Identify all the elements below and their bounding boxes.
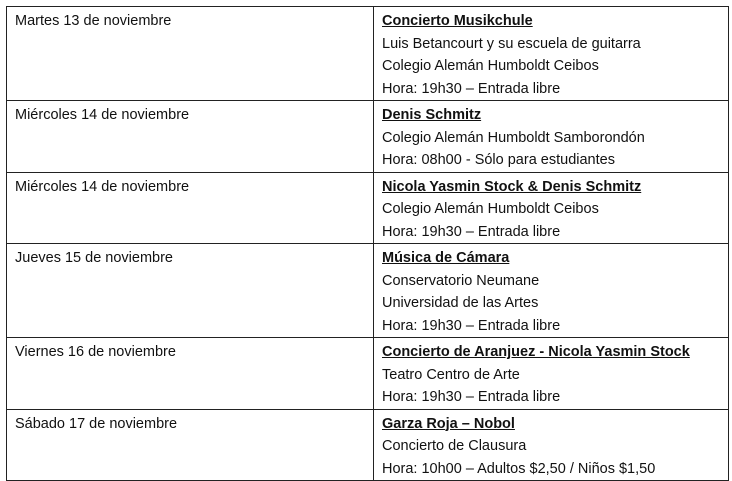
- event-date: Jueves 15 de noviembre: [15, 250, 173, 266]
- event-time: Hora: 19h30 – Entrada libre: [382, 80, 561, 97]
- event-schedule-table: [6, 6, 729, 481]
- table-row: [7, 244, 729, 338]
- event-date-cell: [7, 244, 374, 338]
- event-title: Nicola Yasmin Stock & Denis Schmitz: [382, 178, 642, 195]
- event-detail: Conservatorio Neumane: [382, 272, 540, 289]
- event-info-cell: [374, 7, 729, 101]
- event-info-cell: [374, 101, 729, 173]
- event-detail: Colegio Alemán Humboldt Ceibos: [382, 58, 599, 74]
- event-date-cell: [7, 101, 374, 173]
- event-date-cell: [7, 7, 374, 101]
- event-title: Concierto de Aranjuez - Nicola Yasmin Stock: [382, 344, 690, 360]
- event-detail: Luis Betancourt y su escuela de guitarra: [382, 35, 641, 52]
- table-row: [7, 172, 729, 244]
- event-date-cell: [7, 172, 374, 244]
- event-detail: Universidad de las Artes: [382, 295, 539, 311]
- event-title: Concierto Musikchule: [382, 13, 533, 29]
- event-time: Hora: 19h30 – Entrada libre: [382, 317, 561, 334]
- event-title: Garza Roja – Nobol: [382, 415, 515, 432]
- table-row: [7, 7, 729, 101]
- table-row: [7, 409, 729, 481]
- event-time: Hora: 19h30 – Entrada libre: [382, 223, 561, 240]
- event-date-cell: [7, 338, 374, 410]
- event-detail: Concierto de Clausura: [382, 438, 527, 454]
- event-time: Hora: 19h30 – Entrada libre: [382, 389, 561, 405]
- table-row: [7, 101, 729, 173]
- event-date: Sábado 17 de noviembre: [15, 415, 178, 432]
- event-date: Miércoles 14 de noviembre: [15, 178, 190, 195]
- event-title: Denis Schmitz: [382, 107, 482, 123]
- event-info-cell: [374, 244, 729, 338]
- event-info-cell: [374, 172, 729, 244]
- event-detail: Colegio Alemán Humboldt Samborondón: [382, 129, 645, 146]
- event-date: Viernes 16 de noviembre: [15, 344, 176, 360]
- event-info-cell: [374, 409, 729, 481]
- schedule-container: [6, 6, 729, 481]
- event-detail: Colegio Alemán Humboldt Ceibos: [382, 201, 599, 217]
- event-date: Miércoles 14 de noviembre: [15, 107, 190, 123]
- table-row: [7, 338, 729, 410]
- event-date-cell: [7, 409, 374, 481]
- event-title: Música de Cámara: [382, 250, 510, 266]
- event-info-cell: [374, 338, 729, 410]
- event-date: Martes 13 de noviembre: [15, 13, 172, 29]
- event-time: Hora: 10h00 – Adultos $2,50 / Niños $1,50: [382, 460, 656, 477]
- event-time: Hora: 08h00 - Sólo para estudiantes: [382, 152, 615, 168]
- event-detail: Teatro Centro de Arte: [382, 366, 520, 383]
